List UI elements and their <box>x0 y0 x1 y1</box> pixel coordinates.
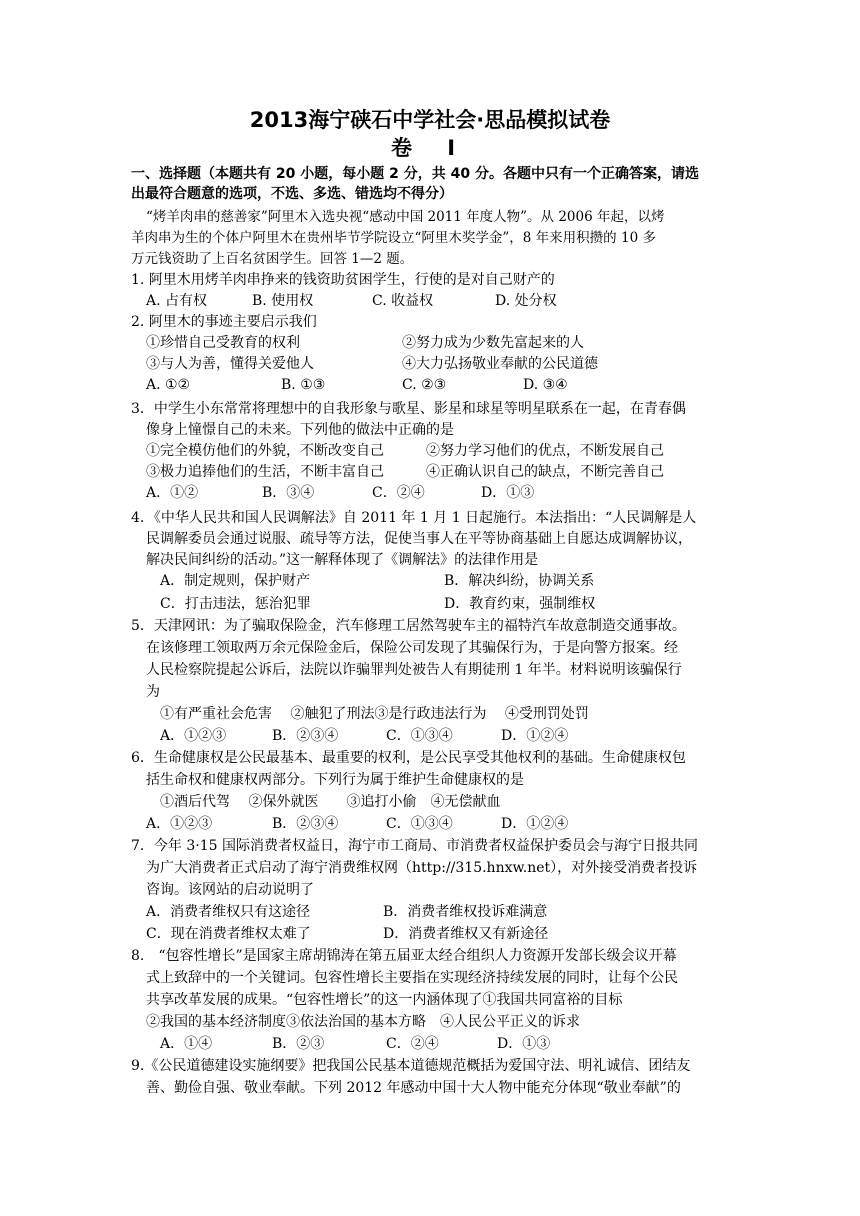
option-b: B．③④ <box>262 485 315 501</box>
statement-items: ①酒后代驾 ②保外就医 ③追打小偷 ④无偿献血 <box>160 794 501 810</box>
question-stem: 2. 阿里木的事迹主要启示我们 <box>131 314 317 330</box>
question-stem: 7．今年 3·15 国际消费者权益日，海宁市工商局、市消费者权益保护委员会与海宁日报共同 <box>131 838 698 854</box>
question-stem: ②我国的基本经济制度③依法治国的基本方略 ④人民公平正义的诉求 <box>146 1014 580 1030</box>
option-a: A．①②③ <box>160 728 227 744</box>
question-stem: 9.《公民道德建设实施纲要》把我国公民基本道德规范概括为爱国守法、明礼诚信、团结友 <box>131 1058 691 1074</box>
option-b: B. ①③ <box>281 377 326 393</box>
intro-line: 羊肉串为生的个体户阿里木在贵州毕节学院设立“阿里木奖学金”，8 年来用积攒的 10 多 <box>131 230 656 246</box>
question-stem: 3．中学生小东常常将理想中的自我形象与歌星、影星和球星等明星联系在一起，在青春偶 <box>131 401 686 417</box>
option-c: C. 收益权 <box>372 293 434 309</box>
option-c: C. ②③ <box>402 377 447 393</box>
option-a: A．①②③ <box>146 816 213 832</box>
question-stem: 1. 阿里木用烤羊肉串挣来的钱资助贫困学生，行使的是对自己财产的 <box>131 272 555 288</box>
question-stem: 咨询。该网站的启动说明了 <box>146 882 314 898</box>
option-d: D. ③④ <box>523 377 568 393</box>
statement-item: ④正确认识自己的缺点，不断完善自己 <box>426 464 664 480</box>
statement-item: ③与人为善，懂得关爱他人 <box>146 356 314 372</box>
option-c: C．①③④ <box>386 728 453 744</box>
option-a: A. ①② <box>146 377 191 393</box>
question-stem: 为广大消费者正式启动了海宁消费维权网（http://315.hnxw.net），对外接受消费者投诉 <box>146 860 698 876</box>
option-b: B．②③④ <box>272 728 339 744</box>
option-c: C．②④ <box>372 485 425 501</box>
option-a: A．①④ <box>160 1036 213 1052</box>
option-a: A．①② <box>146 485 199 501</box>
option-a: A．制定规则，保护财产 <box>160 573 311 589</box>
question-stem: 8. “包容性增长”是国家主席胡锦涛在第五届亚太经合组织人力资源开发部长级会议开幕 <box>131 948 677 964</box>
intro-line: “烤羊肉串的慈善家”阿里木入选央视“感动中国 2011 年度人物”。从 2006 年起，以烤 <box>146 209 665 225</box>
statement-items: ①有严重社会危害 ②触犯了刑法③是行政违法行为 ④受刑罚处罚 <box>160 706 589 722</box>
page-title: 2013海宁硖石中学社会·思品模拟试卷 <box>249 108 611 132</box>
question-stem: 5．天津网讯：为了骗取保险金，汽车修理工居然驾驶车主的福特汽车故意制造交通事故。 <box>131 618 686 634</box>
question-stem: 像身上憧憬自己的未来。下列他的做法中正确的是 <box>146 422 454 438</box>
option-c: C．打击违法，惩治犯罪 <box>160 596 311 612</box>
option-c: C．②④ <box>386 1036 439 1052</box>
section-header-line: 一、选择题（本题共有 20 小题，每小题 2 分，共 40 分。各题中只有一个正确答案，请选 <box>131 166 699 182</box>
question-stem: 式上致辞中的一个关键词。包容性增长主要指在实现经济持续发展的同时，让每个公民 <box>146 970 678 986</box>
question-stem: 在该修理工领取两万余元保险金后，保险公司发现了其骗保行为，于是向警方报案。经 <box>146 640 678 656</box>
option-d: D．①②④ <box>501 816 569 832</box>
option-d: D．①③ <box>497 1036 551 1052</box>
statement-item: ②努力成为少数先富起来的人 <box>402 335 584 351</box>
option-d: D．①③ <box>481 485 535 501</box>
question-stem: 共享改革发展的成果。“包容性增长”的这一内涵体现了①我国共同富裕的目标 <box>146 992 623 1008</box>
statement-item: ①完全模仿他们的外貌，不断改变自己 <box>146 443 384 459</box>
question-stem: 善、勤俭自强、敬业奉献。下列 2012 年感动中国十大人物中能充分体现“敬业奉献”的 <box>146 1080 681 1096</box>
question-stem: 人民检察院提起公诉后，法院以诈骗罪判处被告人有期徒刑 1 年半。材料说明该骗保行 <box>146 662 682 678</box>
option-d: D．消费者维权又有新途径 <box>383 926 549 942</box>
option-b: B．②③ <box>272 1036 325 1052</box>
statement-item: ②努力学习他们的优点，不断发展自己 <box>426 443 664 459</box>
option-b: B．②③④ <box>272 816 339 832</box>
option-a: A. 占有权 <box>146 293 208 309</box>
question-stem: 为 <box>146 684 160 700</box>
statement-item: ③极力追捧他们的生活，不断丰富自己 <box>146 464 384 480</box>
option-c: C．①③④ <box>386 816 453 832</box>
option-d: D. 处分权 <box>495 293 557 309</box>
option-d: D．①②④ <box>501 728 569 744</box>
option-a: A．消费者维权只有这途径 <box>146 904 311 920</box>
option-b: B. 使用权 <box>252 293 314 309</box>
question-stem: 解决民间纠纷的活动。”这一解释体现了《调解法》的法律作用是 <box>146 552 539 568</box>
option-d: D．教育约束，强制维权 <box>444 596 596 612</box>
statement-item: ①珍惜自己受教育的权利 <box>146 335 300 351</box>
option-c: C．现在消费者维权太难了 <box>146 926 311 942</box>
question-stem: 民调解委员会通过说服、疏导等方法，促使当事人在平等协商基础上自愿达成调解协议， <box>146 531 692 547</box>
option-b: B．消费者维权投诉难满意 <box>383 904 548 920</box>
question-stem: 6．生命健康权是公民最基本、最重要的权利，是公民享受其他权利的基础。生命健康权包 <box>131 750 686 766</box>
question-stem: 4．《中华人民共和国人民调解法》自 2011 年 1 月 1 日起施行。本法指出：“人民调解是人 <box>131 510 697 526</box>
question-stem: 括生命权和健康权两部分。下列行为属于维护生命健康权的是 <box>146 772 524 788</box>
page-subtitle: 卷 Ⅰ <box>390 136 470 160</box>
option-b: B．解决纠纷，协调关系 <box>444 573 595 589</box>
section-header-line: 出最符合题意的选项，不选、多选、错选均不得分） <box>131 186 453 202</box>
intro-line: 万元钱资助了上百名贫困学生。回答 1—2 题。 <box>131 251 414 267</box>
statement-item: ④大力弘扬敬业奉献的公民道德 <box>402 356 598 372</box>
